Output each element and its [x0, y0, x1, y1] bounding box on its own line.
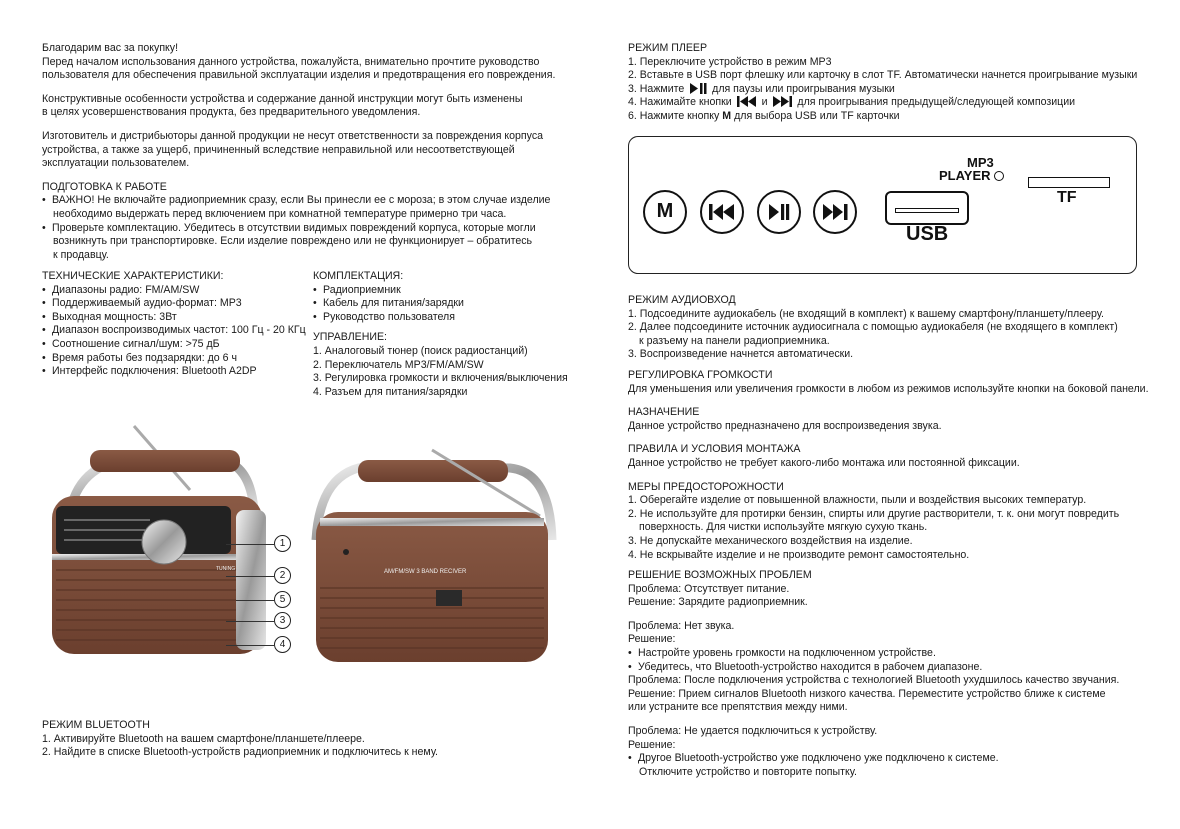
section-title-specs: ТЕХНИЧЕСКИЕ ХАРАКТЕРИСТИКИ:	[42, 270, 224, 282]
radio-back-label: AM/FM/SW 3 BAND RECIVER	[384, 569, 467, 575]
callout-leader	[226, 544, 274, 545]
trouble-line: или устраните все препятствия между ними.	[628, 701, 848, 714]
safety-item-cont: поверхность. Для чистки используйте мягкую сухую ткань.	[639, 521, 928, 534]
player-label: PLAYER	[939, 168, 991, 183]
player-step-text: 3. Нажмите	[628, 82, 685, 95]
control-item: 1. Аналоговый тюнер (поиск радиостанций)	[313, 344, 528, 357]
intro-line: пользователя для обеспечения правильной эксплуатации изделия и предотвращения его повреждения.	[42, 69, 556, 82]
bt-step: 1. Активируйте Bluetooth на вашем смартфоне/планшете/плеере.	[42, 732, 365, 745]
prep-item-cont: необходимо выдержать перед включением при комнатной температуре примерно три часа.	[53, 207, 507, 220]
spec-item: • Выходная мощность: 3Вт	[42, 311, 312, 325]
player-step: 2. Вставьте в USB порт флешку или карточку в слот TF. Автоматически начнется проигрывание музыки	[628, 69, 1138, 82]
kit-item: • Руководство пользователя	[313, 311, 583, 325]
section-title-safety: МЕРЫ ПРЕДОСТОРОЖНОСТИ	[628, 480, 784, 493]
m-key-label: M	[722, 109, 732, 122]
liability-note: эксплуатации пользователем.	[42, 157, 190, 170]
intro-line: Перед началом использования данного устройства, пожалуйста, внимательно прочтите руководство	[42, 55, 540, 68]
liability-note: устройства, а также за ущерб, причиненный вследствие неправильной или несоответствующей	[42, 143, 515, 156]
spec-item: • Диапазон воспроизводимых частот: 100 Гц - 20 КГц	[42, 324, 312, 338]
aux-step: 1. Подсоедините аудиокабель (не входящий в комплект) к вашему смартфону/планшету/плееру.	[628, 307, 1104, 320]
previous-track-icon	[737, 96, 757, 107]
safety-item: 2. Не используйте для протирки бензин, спирты или другие растворители, т. к. они могут повредить	[628, 507, 1120, 520]
trouble-line: Решение: Прием сигналов Bluetooth низкого качества. Переместите устройство ближе к системе	[628, 687, 1106, 700]
design-note: Конструктивные особенности устройства и содержание данной инструкции могут быть изменены	[42, 92, 523, 105]
callout-2: 2	[274, 567, 291, 584]
trouble-bullet: • Убедитесь, что Bluetooth-устройство находится в рабочем диапазоне.	[628, 661, 1173, 675]
prep-item-cont: к продавцу.	[53, 248, 109, 261]
mp3-label: MP3	[967, 155, 994, 170]
prep-item: • Проверьте комплектацию. Убедитесь в отсутствии видимых повреждений корпуса, которые могли	[42, 222, 582, 236]
play-pause-button	[757, 190, 801, 234]
volume-text: Для уменьшения или увеличения громкости в любом из режимов используйте кнопки на боковой панели.	[628, 382, 1149, 395]
callout-4: 4	[274, 636, 291, 653]
tf-card-slot	[1028, 177, 1110, 188]
section-title-purpose: НАЗНАЧЕНИЕ	[628, 406, 700, 419]
section-title-mounting: ПРАВИЛА И УСЛОВИЯ МОНТАЖА	[628, 443, 801, 456]
callout-leader	[236, 600, 274, 601]
trouble-line: Решение:	[628, 738, 676, 751]
kit-control-block	[313, 270, 583, 399]
spec-item: • Соотношение сигнал/шум: >75 дБ	[42, 338, 312, 352]
trouble-line: Проблема: Нет звука.	[628, 619, 735, 632]
bluetooth-block	[42, 719, 582, 760]
previous-track-icon	[709, 204, 735, 220]
player-indicator	[939, 169, 1004, 183]
play-pause-icon	[768, 204, 790, 220]
kit-item: • Кабель для питания/зарядки	[313, 297, 583, 311]
player-step-text: для проигрывания предыдущей/следующей композиции	[797, 96, 1076, 109]
aux-step: 2. Далее подсоедините источник аудиосигнала с помощью аудиокабеля (не входящего в комплект)	[628, 321, 1118, 334]
safety-item: 1. Оберегайте изделие от повышенной влажности, пыли и воздействия высоких температур.	[628, 494, 1087, 507]
specs-block	[42, 270, 312, 379]
player-step-text: 4. Нажимайте кнопки	[628, 96, 732, 109]
kit-item: • Радиоприемник	[313, 284, 583, 298]
control-item: 4. Разъем для питания/зарядки	[313, 385, 468, 398]
next-button	[813, 190, 857, 234]
right-text-block	[628, 294, 1173, 779]
trouble-line: Решение:	[628, 633, 676, 646]
intro-line: Благодарим вас за покупку!	[42, 42, 179, 54]
mode-button-label: M	[656, 200, 674, 223]
safety-item: 3. Не допускайте механического воздействия на изделие.	[628, 534, 913, 547]
control-item: 3. Регулировка громкости и включения/выключения	[313, 372, 568, 385]
section-title-troubleshooting: РЕШЕНИЕ ВОЗМОЖНЫХ ПРОБЛЕМ	[628, 569, 812, 582]
previous-button	[700, 190, 744, 234]
player-step	[628, 83, 1168, 97]
player-step	[628, 96, 1168, 110]
led-indicator-icon	[994, 171, 1004, 181]
radio-illustration	[40, 420, 580, 680]
trouble-bullet: • Настройте уровень громкости на подключенном устройстве.	[628, 647, 1173, 661]
next-track-icon	[822, 204, 848, 220]
tf-label: TF	[1057, 189, 1077, 206]
radio-front-label: TUNING	[216, 566, 236, 572]
spec-item: • Поддерживаемый аудио-формат: MP3	[42, 297, 312, 311]
design-note: в целях усовершенствования продукта, без предварительного уведомления.	[42, 106, 421, 119]
usb-port	[885, 191, 969, 225]
player-step-text: 6. Нажмите кнопку	[628, 109, 720, 122]
callout-3: 3	[274, 612, 291, 629]
trouble-line: Проблема: После подключения устройства с технологией Bluetooth ухудшилось качество звучания.	[628, 674, 1120, 687]
trouble-line: Проблема: Не удается подключиться к устройству.	[628, 725, 878, 738]
purpose-text: Данное устройство предназначено для воспроизведения звука.	[628, 419, 942, 432]
radio-photo-image	[40, 420, 580, 680]
usb-label: USB	[906, 223, 949, 245]
trouble-line: Решение: Зарядите радиоприемник.	[628, 596, 808, 609]
section-title-control: УПРАВЛЕНИЕ:	[313, 331, 388, 344]
prep-item: • ВАЖНО! Не включайте радиоприемник сразу, если Вы принесли ее с мороза; в этом случае изделие	[42, 194, 582, 208]
spec-item: • Диапазоны радио: FM/AM/SW	[42, 284, 312, 298]
section-title-bluetooth: РЕЖИМ BLUETOOTH	[42, 719, 150, 731]
next-track-icon	[772, 96, 792, 107]
prep-item-cont: возникнуть при транспортировке. Если изделие повреждено или не функционирует – обратитесь	[53, 235, 533, 248]
section-title-aux: РЕЖИМ АУДИОВХОД	[628, 294, 736, 306]
trouble-bullet-cont: Отключите устройство и повторите попытку.	[639, 765, 857, 778]
play-pause-icon	[689, 83, 707, 94]
player-step-text: для паузы или проигрывания музыки	[712, 82, 895, 95]
player-block	[628, 42, 1168, 124]
mode-button	[643, 190, 687, 234]
player-step-text: и	[761, 96, 768, 109]
bt-step: 2. Найдите в списке Bluetooth-устройств радиоприемник и подключитесь к нему.	[42, 746, 439, 759]
section-title-preparation: ПОДГОТОВКА К РАБОТЕ	[42, 180, 167, 193]
section-title-kit: КОМПЛЕКТАЦИЯ:	[313, 270, 404, 282]
control-panel-diagram	[628, 136, 1137, 274]
callout-5: 5	[274, 591, 291, 608]
mounting-text: Данное устройство не требует какого-либо монтажа или постоянной фиксации.	[628, 456, 1020, 469]
spec-item: • Интерфейс подключения: Bluetooth A2DP	[42, 365, 312, 379]
aux-step-cont: к разъему на панели радиоприемника.	[639, 334, 830, 347]
callout-leader	[226, 645, 274, 646]
section-title-player: РЕЖИМ ПЛЕЕР	[628, 42, 708, 54]
aux-step: 3. Воспроизведение начнется автоматически.	[628, 348, 854, 361]
callout-1: 1	[274, 535, 291, 552]
liability-note: Изготовитель и дистрибьюторы данной продукции не несут ответственности за повреждения корпуса	[42, 129, 544, 142]
spec-item: • Время работы без подзарядки: до 6 ч	[42, 352, 312, 366]
trouble-line: Проблема: Отсутствует питание.	[628, 582, 790, 595]
callout-leader	[226, 621, 274, 622]
safety-item: 4. Не вскрывайте изделие и не производите ремонт самостоятельно.	[628, 548, 970, 561]
player-step	[628, 110, 1168, 124]
section-title-volume: РЕГУЛИРОВКА ГРОМКОСТИ	[628, 368, 773, 381]
callout-leader	[226, 576, 274, 577]
control-item: 2. Переключатель MP3/FM/AM/SW	[313, 358, 484, 371]
player-step-text: для выбора USB или TF карточки	[734, 109, 900, 122]
left-column	[42, 42, 582, 262]
player-step: 1. Переключите устройство в режим MP3	[628, 55, 832, 68]
trouble-bullet: • Другое Bluetooth-устройство уже подключено уже подключено к системе.	[628, 752, 1173, 766]
